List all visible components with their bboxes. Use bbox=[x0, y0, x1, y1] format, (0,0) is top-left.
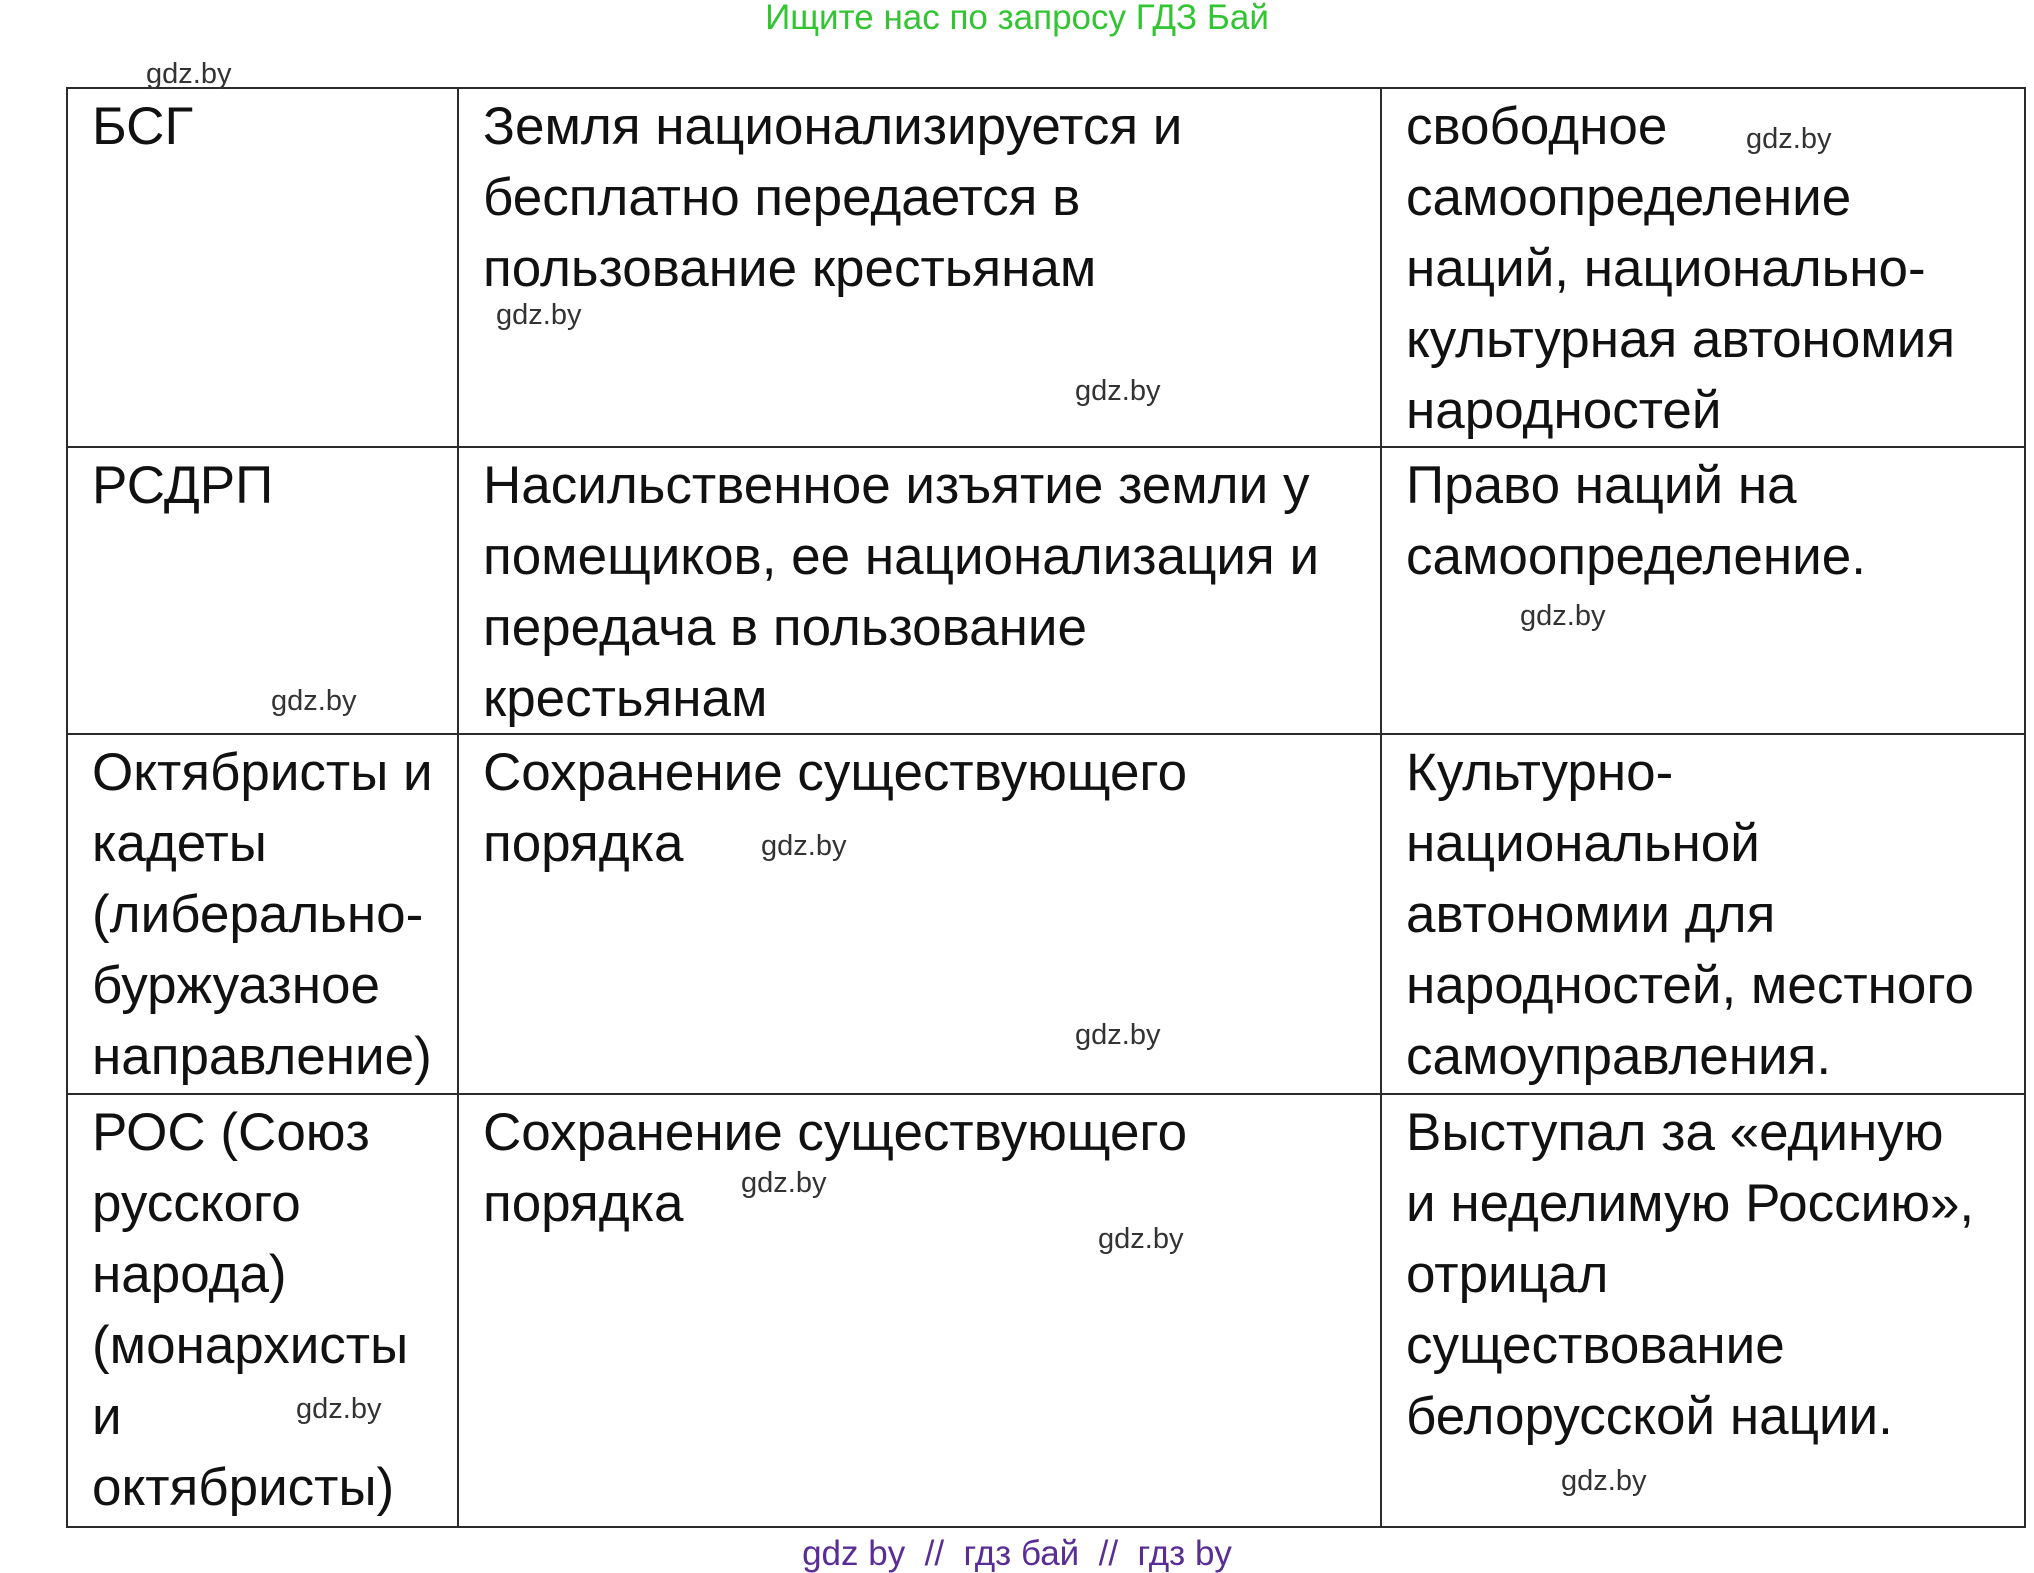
cell-line: существование bbox=[1406, 1316, 1785, 1375]
cell-line: и неделимую Россию», bbox=[1406, 1174, 1975, 1233]
land-question-cell bbox=[459, 89, 1382, 448]
cell-line: Насильственное изъятие земли у bbox=[483, 456, 1310, 515]
party-name-cell bbox=[68, 735, 459, 1095]
watermark-text: gdz.by bbox=[296, 1393, 382, 1425]
national-question-cell bbox=[1382, 448, 2026, 735]
cell-line: Культурно- bbox=[1406, 743, 1674, 802]
national-question-cell bbox=[1382, 1095, 2026, 1528]
cell-line: передача в пользование bbox=[483, 598, 1088, 657]
cell-line: самоопределение. bbox=[1406, 527, 1866, 586]
land-question-cell bbox=[459, 735, 1382, 1095]
national-question-cell bbox=[1382, 735, 2026, 1095]
cell-line: порядка bbox=[483, 1174, 684, 1233]
watermark-text: gdz.by bbox=[496, 299, 582, 331]
cell-line: бесплатно передается в bbox=[483, 168, 1081, 227]
cell-line: свободное bbox=[1406, 97, 1668, 156]
watermark-text: gdz.by bbox=[761, 830, 847, 862]
cell-line: самоуправления. bbox=[1406, 1027, 1832, 1086]
cell-line: белорусской нации. bbox=[1406, 1387, 1893, 1446]
cell-line: Сохранение существующего bbox=[483, 743, 1188, 802]
cell-line: пользование крестьянам bbox=[483, 239, 1097, 298]
watermark-text: gdz.by bbox=[271, 685, 357, 717]
land-question-cell bbox=[459, 1095, 1382, 1528]
cell-line: самоопределение bbox=[1406, 168, 1852, 227]
watermark-text: gdz.by bbox=[741, 1167, 827, 1199]
party-name-cell bbox=[68, 89, 459, 448]
cell-line: русского bbox=[92, 1174, 301, 1233]
site-footer: gdz by // гдз бай // гдз by bbox=[802, 1534, 1232, 1573]
cell-line: и bbox=[92, 1387, 122, 1446]
cell-line: кадеты bbox=[92, 814, 267, 873]
watermark-text: gdz.by bbox=[1561, 1465, 1647, 1497]
cell-line: помещиков, ее национализация и bbox=[483, 527, 1320, 586]
cell-line: Выступал за «единую bbox=[1406, 1103, 1944, 1162]
cell-line: крестьянам bbox=[483, 669, 768, 728]
cell-line: направление) bbox=[92, 1027, 432, 1086]
cell-line: национальной bbox=[1406, 814, 1760, 873]
cell-line: Земля национализируется и bbox=[483, 97, 1183, 156]
cell-line: РСДРП bbox=[92, 456, 274, 515]
cell-line: народностей, местного bbox=[1406, 956, 1974, 1015]
watermark-text: gdz.by bbox=[146, 58, 232, 90]
party-name-cell bbox=[68, 448, 459, 735]
watermark-text: gdz.by bbox=[1746, 123, 1832, 155]
cell-line: порядка bbox=[483, 814, 684, 873]
cell-line: (либерально- bbox=[92, 885, 424, 944]
cell-line: отрицал bbox=[1406, 1245, 1609, 1304]
watermark-text: gdz.by bbox=[1098, 1223, 1184, 1255]
watermark-text: gdz.by bbox=[1075, 1019, 1161, 1051]
cell-line: народа) bbox=[92, 1245, 287, 1304]
watermark-text: gdz.by bbox=[1520, 600, 1606, 632]
cell-line: Право наций на bbox=[1406, 456, 1797, 515]
cell-line: наций, национально- bbox=[1406, 239, 1926, 298]
cell-line: РОС (Союз bbox=[92, 1103, 370, 1162]
land-question-cell bbox=[459, 448, 1382, 735]
search-hint-banner: Ищите нас по запросу ГДЗ Бай bbox=[765, 0, 1269, 37]
party-name-cell bbox=[68, 1095, 459, 1528]
cell-line: народностей bbox=[1406, 381, 1722, 440]
cell-line: буржуазное bbox=[92, 956, 380, 1015]
watermark-text: gdz.by bbox=[1075, 375, 1161, 407]
cell-line: автономии для bbox=[1406, 885, 1776, 944]
cell-line: октябристы) bbox=[92, 1458, 395, 1517]
cell-line: культурная автономия bbox=[1406, 310, 1956, 369]
cell-line: (монархисты bbox=[92, 1316, 409, 1375]
cell-line: Сохранение существующего bbox=[483, 1103, 1188, 1162]
cell-line: Октябристы и bbox=[92, 743, 433, 802]
cell-line: БСГ bbox=[92, 97, 194, 156]
national-question-cell bbox=[1382, 89, 2026, 448]
parties-table bbox=[66, 87, 2026, 1528]
